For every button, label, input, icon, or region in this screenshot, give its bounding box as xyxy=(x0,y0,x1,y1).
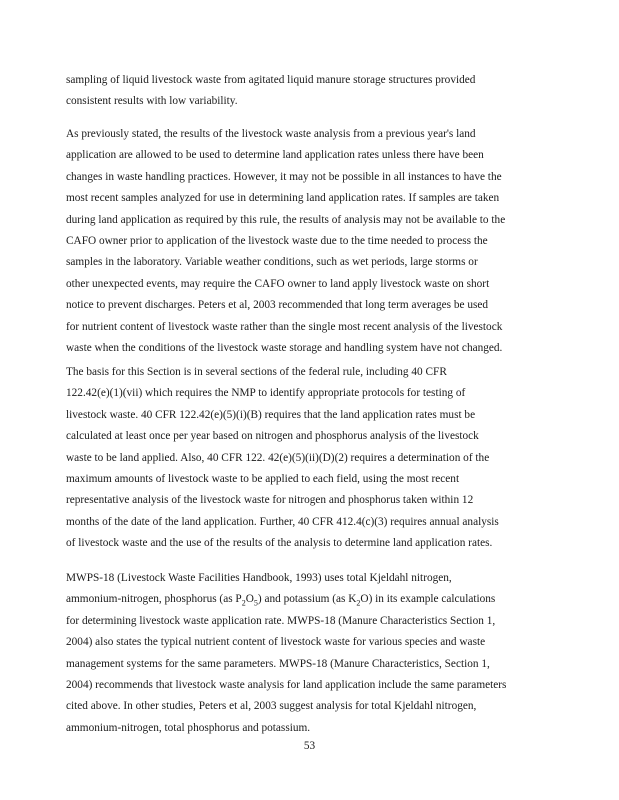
text-line: months of the date of the land application. Further, 40 CFR 412.4(c)(3) requires annual analysis xyxy=(66,515,499,528)
text-line-with-formulas xyxy=(66,589,544,610)
paragraph-mwps-18 xyxy=(66,568,544,739)
text-line: waste when the conditions of the livestock waste storage and handling system have not changed. xyxy=(66,342,503,355)
text-line: ammonium-nitrogen, total phosphorus and potassium. xyxy=(66,721,311,734)
text-line: changes in waste handling practices. However, it may not be possible in all instances to have the xyxy=(66,170,502,183)
text-line: sampling of liquid livestock waste from agitated liquid manure storage structures provided xyxy=(66,74,476,86)
text-line: MWPS-18 (Livestock Waste Facilities Handbook, 1993) uses total Kjeldahl nitrogen, xyxy=(66,572,452,584)
paragraph-federal-rule-basis xyxy=(66,362,544,555)
text-line: 122.42(e)(1)(vii) which requires the NMP to identify appropriate protocols for testing of xyxy=(66,387,466,400)
text-line: representative analysis of the livestock waste for nitrogen and phosphorus taken within 12 xyxy=(66,494,474,507)
text-line: consistent results with low variability. xyxy=(66,95,238,108)
page-number: 53 xyxy=(303,740,316,752)
text-fragment: O xyxy=(245,593,254,606)
text-line: most recent samples analyzed for use in determining land application rates. If samples are taken xyxy=(66,192,500,205)
text-line: other unexpected events, may require the CAFO owner to land apply livestock waste on short xyxy=(66,277,490,290)
text-fragment: ) and potassium (as K xyxy=(257,593,357,606)
subscript: 5 xyxy=(253,598,258,608)
text-line: for nutrient content of livestock waste rather than the single most recent analysis of the livestock xyxy=(66,320,503,333)
text-line: for determining livestock waste application rate. MWPS-18 (Manure Characteristics Section 1, xyxy=(66,614,496,627)
text-line: management systems for the same parameters. MWPS-18 (Manure Characteristics, Section 1, xyxy=(66,657,490,670)
text-line: The basis for this Section is in several sections of the federal rule, including 40 CFR xyxy=(66,366,447,378)
text-line: As previously stated, the results of the livestock waste analysis from a previous year's land xyxy=(66,128,476,140)
paragraph-sampling-results xyxy=(66,70,544,113)
text-line: maximum amounts of livestock waste to be applied to each field, using the most recent xyxy=(66,473,460,486)
text-line: notice to prevent discharges. Peters et al, 2003 recommended that long term averages be used xyxy=(66,299,489,312)
text-line: during land application as required by this rule, the results of analysis may not be available to the xyxy=(66,213,506,226)
text-line: calculated at least once per year based on nitrogen and phosphorus analysis of the livestock xyxy=(66,430,479,443)
text-line: 2004) recommends that livestock waste analysis for land application include the same parameters xyxy=(66,679,507,692)
subscript: 2 xyxy=(356,598,361,608)
text-line: of livestock waste and the use of the results of the analysis to determine land application rates. xyxy=(66,537,493,550)
text-line: CAFO owner prior to application of the livestock waste due to the time needed to process the xyxy=(66,235,488,248)
subscript: 2 xyxy=(241,598,246,608)
text-line: samples in the laboratory. Variable weather conditions, such as wet periods, large storms or xyxy=(66,256,478,269)
paragraph-previous-analysis xyxy=(66,124,544,359)
text-line: application are allowed to be used to determine land application rates unless there have been xyxy=(66,149,484,162)
text-line: livestock waste. 40 CFR 122.42(e)(5)(i)(B) requires that the land application rates must be xyxy=(66,408,476,421)
text-line: cited above. In other studies, Peters et al, 2003 suggest analysis for total Kjeldahl nitrogen, xyxy=(66,700,477,713)
text-fragment: ammonium-nitrogen, phosphorus (as P xyxy=(66,593,242,606)
text-fragment: O) in its example calculations xyxy=(360,593,496,606)
text-line: 2004) also states the typical nutrient content of livestock waste for various species and waste xyxy=(66,636,486,649)
text-line: waste to be land applied. Also, 40 CFR 122. 42(e)(5)(ii)(D)(2) requires a determination of the xyxy=(66,451,490,464)
